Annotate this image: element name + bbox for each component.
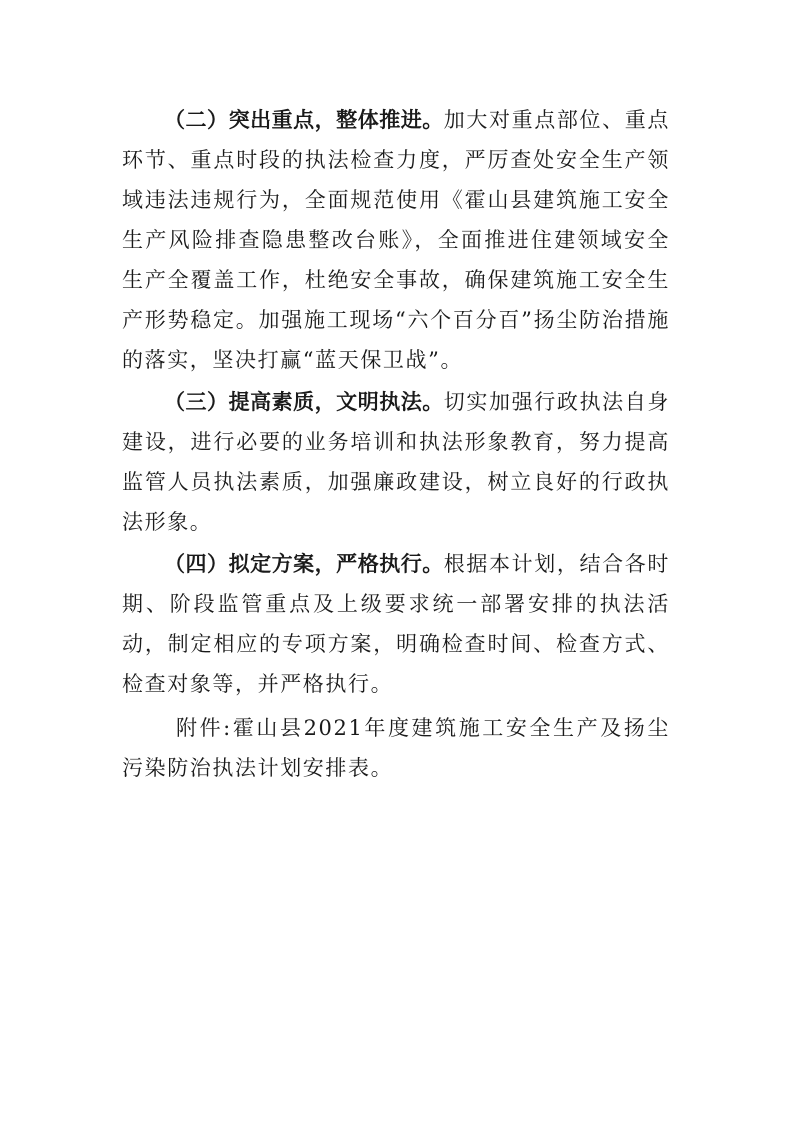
document-body	[122, 100, 670, 790]
attachment-note: 附件:霍山县2021年度建筑施工安全生产及扬尘污染防治执法计划安排表。	[122, 716, 670, 780]
paragraph-draft-plan	[122, 544, 670, 704]
paragraph-heading: （四）拟定方案，严格执行。	[164, 552, 444, 576]
paragraph-improve-quality	[122, 382, 670, 542]
paragraph-heading: （二）突出重点，整体推进。	[164, 108, 444, 132]
paragraph-text: 切实加强行政执法自身建设，进行必要的业务培训和执法形象教育，努力提高监管人员执法素质，加强廉政建设，树立良好的行政执法形象。	[122, 390, 671, 534]
paragraph-focus-key-points	[122, 100, 670, 380]
paragraph-text: 根据本计划，结合各时期、阶段监管重点及上级要求统一部署安排的执法活动，制定相应的专项方案，明确检查时间、检查方式、检查对象等，并严格执行。	[122, 552, 671, 696]
paragraph-text: 加大对重点部位、重点环节、重点时段的执法检查力度，严厉查处安全生产领域违法违规行为，全面规范使用《霍山县建筑施工安全生产风险排查隐患整改台账》，全面推进住建领域安全生产全覆盖工作，杜绝安全事故，确保建筑施工安全生产形势稳定。加强施工现场“六个百分百”扬尘防治措施的落实，坚决打赢“蓝天保卫战”。	[122, 108, 671, 372]
paragraph-heading: （三）提高素质，文明执法。	[164, 390, 444, 414]
